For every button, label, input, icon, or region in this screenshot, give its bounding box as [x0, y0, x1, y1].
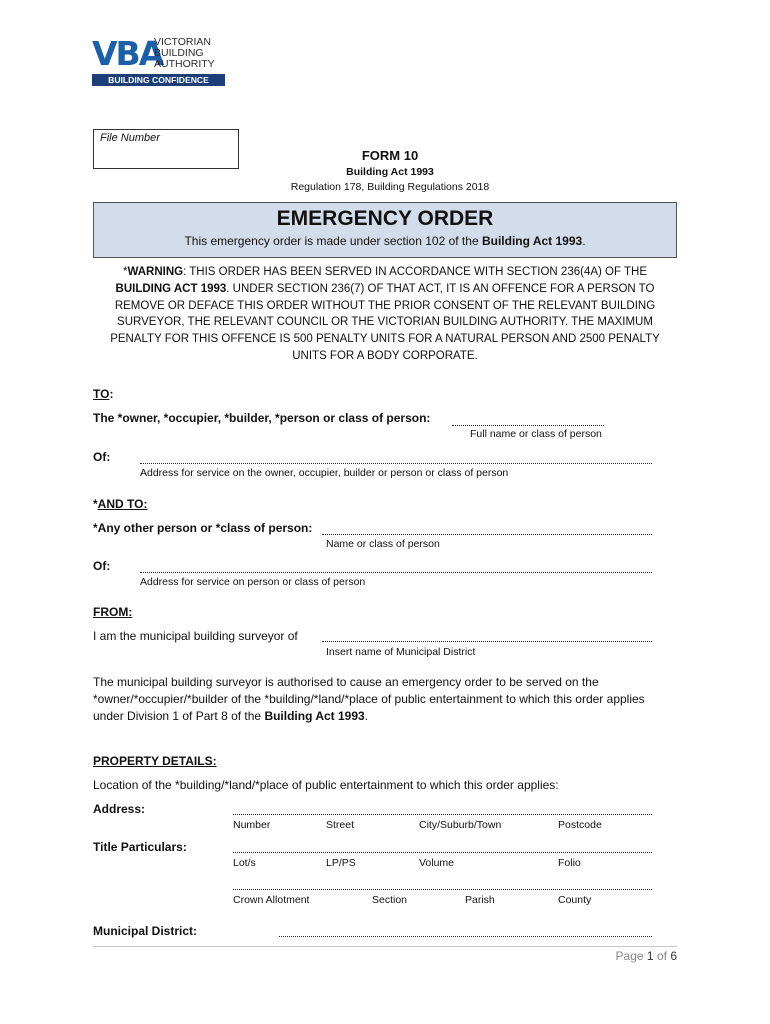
- title-particulars-label: Title Particulars:: [93, 840, 187, 854]
- owner-caption: Full name or class of person: [470, 428, 602, 440]
- other-of-label: Of:: [93, 559, 111, 573]
- authorisation-paragraph: The municipal building surveyor is authorised to cause an emergency order to be served on the *owner/*occupier/*builder of the *building/*land/*place of public entertainment to which this order applies under Division 1 of Part 8 of the Building Act 1993.: [93, 675, 645, 723]
- title-col-lot: Lot/s: [233, 857, 256, 869]
- footer-divider: [93, 946, 677, 947]
- title-particulars-line[interactable]: [233, 852, 652, 853]
- to-heading: TO:: [93, 387, 114, 401]
- owner-address-caption: Address for service on the owner, occupier, builder or person or class of person: [140, 467, 509, 479]
- form-act: Building Act 1993: [346, 166, 434, 178]
- owner-label: The *owner, *occupier, *builder, *person or class of person:: [93, 411, 431, 425]
- and-to-heading: *AND TO:: [93, 497, 148, 511]
- file-number-label: File Number: [100, 132, 160, 144]
- title-col-volume: Volume: [419, 857, 455, 869]
- other-person-line[interactable]: [322, 534, 652, 535]
- municipal-district-line[interactable]: [322, 641, 652, 642]
- crown-col-parish: Parish: [465, 894, 495, 906]
- address-line[interactable]: [233, 814, 652, 815]
- logo-wordmark: VICTORIAN BUILDING AUTHORITY: [154, 36, 215, 70]
- owner-address-line[interactable]: [140, 463, 652, 464]
- title-banner: [93, 202, 677, 258]
- address-col-postcode: Postcode: [558, 819, 602, 831]
- crown-allotment-line[interactable]: [233, 889, 652, 890]
- address-col-city: City/Suburb/Town: [419, 819, 502, 831]
- page-title: EMERGENCY ORDER: [276, 207, 494, 230]
- address-label: Address:: [93, 802, 146, 816]
- other-address-caption: Address for service on person or class of person: [140, 576, 366, 588]
- warning-notice: *WARNING: THIS ORDER HAS BEEN SERVED IN ACCORDANCE WITH SECTION 236(4A) OF THE BUILDING ACT 1993. UNDER SECTION 236(7) OF THAT ACT, IT IS AN OFFENCE FOR A PERSON TO REMOVE OR DEFACE THIS ORDER WITHOUT THE PRIOR CONSENT OF THE RELEVANT BUILDING SURVEYOR, THE RELEVANT COUNCIL OR THE VICTORIAN BUILDING AUTHORITY. THE MAXIMUM PENALTY FOR THIS OFFENCE IS 500 PENALTY UNITS FOR A NATURAL PERSON AND 2500 PENALTY UNITS FOR A BODY CORPORATE.: [110, 266, 660, 362]
- other-person-caption: Name or class of person: [326, 538, 440, 550]
- municipal-district-label: Municipal District:: [93, 924, 198, 938]
- title-col-folio: Folio: [558, 857, 581, 869]
- crown-col-county: County: [558, 894, 592, 906]
- surveyor-caption: Insert name of Municipal District: [326, 646, 476, 658]
- crown-col-section: Section: [372, 894, 408, 906]
- other-address-line[interactable]: [140, 572, 652, 573]
- crown-col-allotment: Crown Allotment: [233, 894, 310, 906]
- surveyor-label: I am the municipal building surveyor of: [93, 629, 298, 643]
- page-indicator: Page 1 of 6: [615, 949, 677, 963]
- logo-tagline: BUILDING CONFIDENCE: [92, 74, 225, 86]
- other-person-label: *Any other person or *class of person:: [93, 521, 313, 535]
- title-subtitle: This emergency order is made under section 102 of the Building Act 1993.: [184, 234, 586, 248]
- owner-name-line[interactable]: [452, 425, 604, 426]
- title-col-lpps: LP/PS: [326, 857, 356, 869]
- form-number: FORM 10: [361, 148, 419, 163]
- property-location-text: Location of the *building/*land/*place of public entertainment to which this order applies:: [93, 778, 559, 792]
- logo-mark: VBA: [92, 34, 163, 73]
- address-col-street: Street: [326, 819, 355, 831]
- from-heading: FROM:: [93, 605, 133, 619]
- municipal-district-field-line[interactable]: [279, 936, 652, 937]
- form-regulation: Regulation 178, Building Regulations 2018: [290, 181, 490, 193]
- address-col-number: Number: [233, 819, 271, 831]
- owner-of-label: Of:: [93, 450, 111, 464]
- vba-logo: [92, 36, 232, 88]
- property-heading: PROPERTY DETAILS:: [93, 754, 217, 768]
